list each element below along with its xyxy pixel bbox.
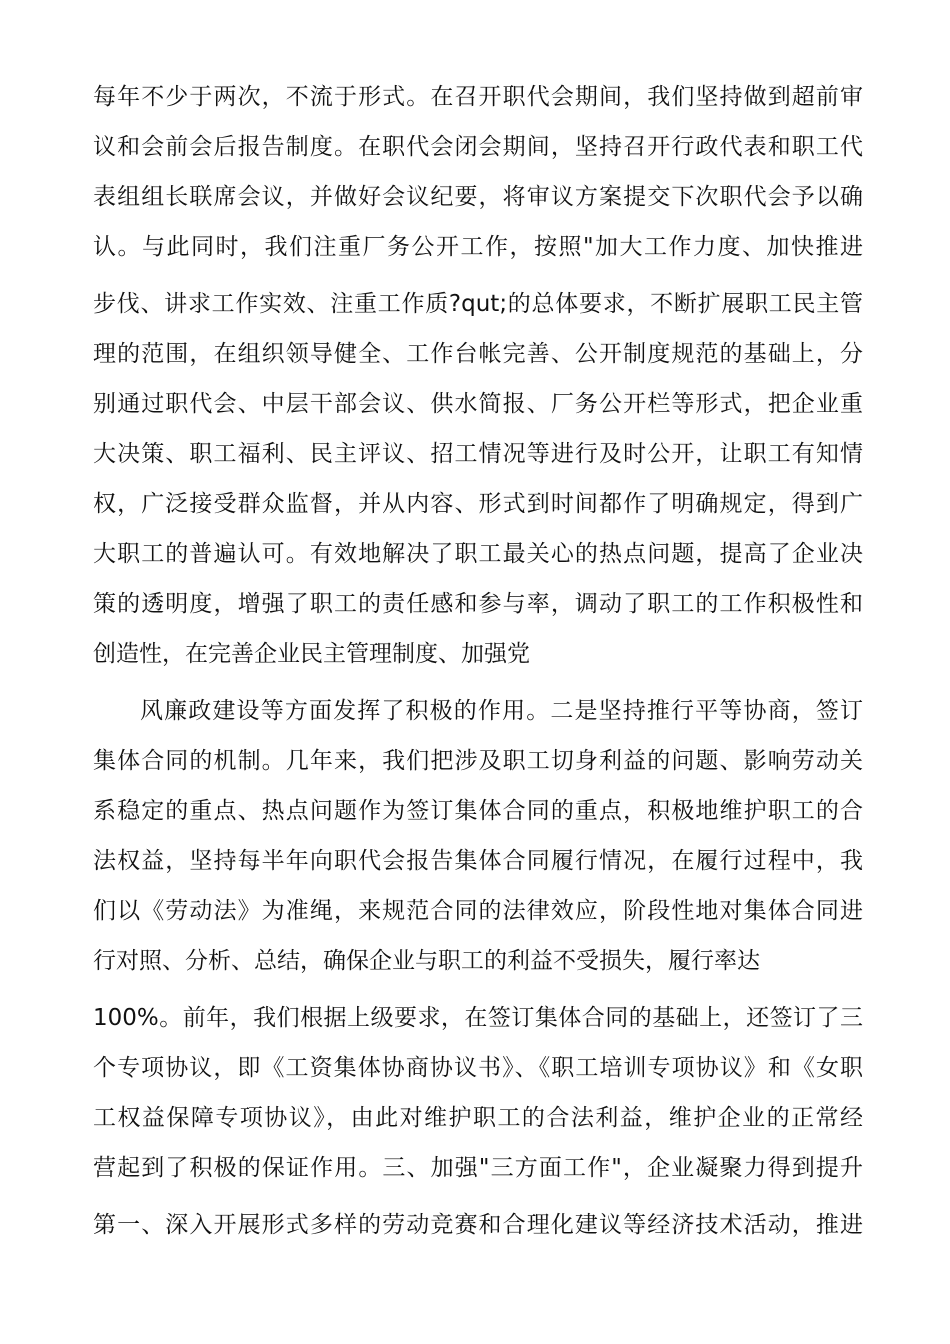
text-line: 议和会前会后报告制度。在职代会闭会期间，坚持召开行政代表和职工代 bbox=[93, 134, 863, 160]
text-line: 个专项协议，即《工资集体协商协议书》、《职工培训专项协议》和《女职 bbox=[93, 1055, 863, 1081]
text-line: 们以《劳动法》为准绳，来规范合同的法律效应，阶段性地对集体合同进 bbox=[93, 898, 863, 924]
text-line: 别通过职代会、中层干部会议、供水简报、厂务公开栏等形式，把企业重 bbox=[93, 391, 863, 417]
text-line: 系稳定的重点、热点问题作为签订集体合同的重点，积极地维护职工的合 bbox=[93, 798, 863, 824]
text-line: 法权益，坚持每半年向职代会报告集体合同履行情况，在履行过程中，我 bbox=[93, 848, 863, 874]
text-line: 权，广泛接受群众监督，并从内容、形式到时间都作了明确规定，得到广 bbox=[93, 491, 863, 517]
text-line: 步伐、讲求工作实效、注重工作质?qut;的总体要求，不断扩展职工民主管 bbox=[93, 291, 863, 317]
text-line: 理的范围，在组织领导健全、工作台帐完善、公开制度规范的基础上，分 bbox=[93, 341, 863, 367]
text-line: 大决策、职工福利、民主评议、招工情况等进行及时公开，让职工有知情 bbox=[93, 441, 863, 467]
text-line: 第一、深入开展形式多样的劳动竞赛和合理化建议等经济技术活动，推进 bbox=[93, 1212, 863, 1238]
text-line: 表组组长联席会议，并做好会议纪要，将审议方案提交下次职代会予以确 bbox=[93, 184, 863, 210]
text-line: 每年不少于两次，不流于形式。在召开职代会期间，我们坚持做到超前审 bbox=[93, 84, 863, 110]
text-line: 工权益保障专项协议》，由此对维护职工的合法利益，维护企业的正常经 bbox=[93, 1105, 863, 1131]
text-line: 策的透明度，增强了职工的责任感和参与率，调动了职工的工作积极性和 bbox=[93, 591, 863, 617]
text-line: 创造性，在完善企业民主管理制度、加强党 bbox=[93, 641, 530, 667]
text-line: 集体合同的机制。几年来，我们把涉及职工切身利益的问题、影响劳动关 bbox=[93, 748, 863, 774]
text-line: 行对照、分析、总结，确保企业与职工的利益不受损失，履行率达 bbox=[93, 948, 760, 974]
text-line: 100%。前年，我们根据上级要求，在签订集体合同的基础上，还签订了三 bbox=[93, 1005, 863, 1031]
paragraph-first-line: 风廉政建设等方面发挥了积极的作用。二是坚持推行平等协商，签订 bbox=[140, 698, 863, 724]
text-line: 认。与此同时，我们注重厂务公开工作，按照"加大工作力度、加快推进 bbox=[93, 234, 863, 260]
text-line: 大职工的普遍认可。有效地解决了职工最关心的热点问题，提高了企业决 bbox=[93, 541, 863, 567]
text-line: 营起到了积极的保证作用。三、加强"三方面工作"，企业凝聚力得到提升 bbox=[93, 1155, 863, 1181]
